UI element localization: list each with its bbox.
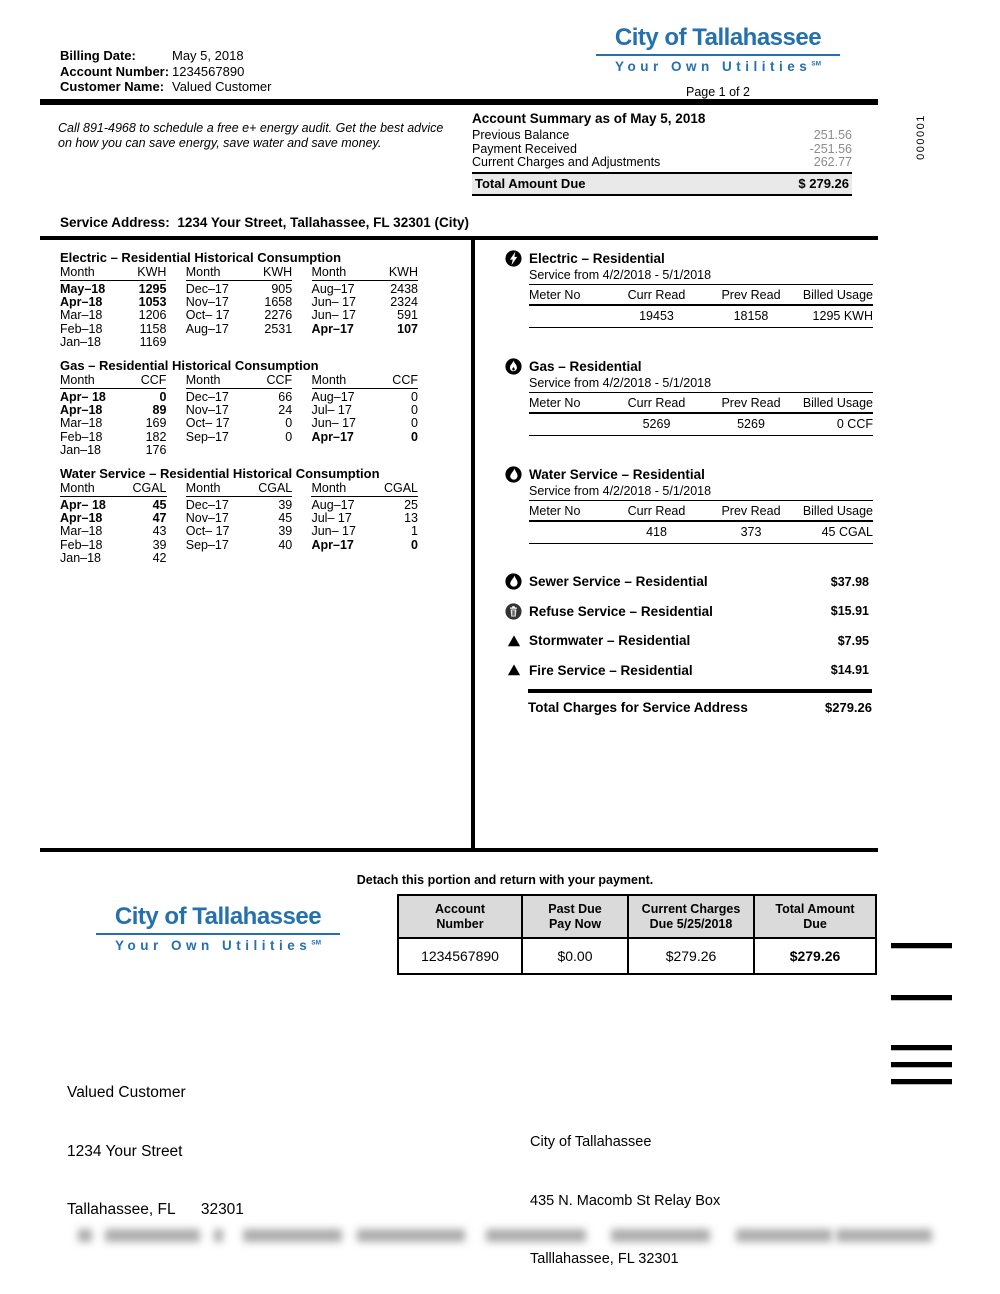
history-value: 24 — [278, 403, 293, 418]
row-gap — [166, 417, 185, 430]
history-month: Nov–17 — [185, 403, 229, 418]
sewer-icon — [505, 573, 522, 590]
sewer-charge-title: Sewer Service – Residential — [529, 574, 708, 589]
remit-address-line: Talllahassee, FL 32301 — [530, 1251, 679, 1267]
history-month: Aug–17 — [311, 498, 355, 512]
electric-service-period: Service from 4/2/2018 - 5/1/2018 — [529, 267, 873, 285]
history-value: 40 — [278, 537, 293, 552]
history-month: Nov–17 — [185, 511, 229, 526]
row-gap — [167, 497, 186, 513]
service-address — [60, 215, 469, 230]
service-address-label: Service Address: — [60, 215, 170, 230]
brand-logo-top — [596, 24, 840, 74]
history-month: Dec–17 — [185, 498, 229, 512]
total-charges-amount: $279.26 — [825, 700, 872, 715]
service-address-value: 1234 Your Street, Tallahassee, FL 32301 (City) — [177, 215, 469, 230]
history-value: 1206 — [138, 308, 167, 323]
history-value: 591 — [397, 308, 418, 323]
history-month: Apr– 18 — [60, 390, 106, 404]
payment-received-row — [472, 143, 852, 157]
history-value: 39 — [152, 537, 167, 552]
history-month: Apr–18 — [60, 403, 103, 418]
page-number: Page 1 of 2 — [686, 85, 750, 99]
meter-header: Curr Read — [609, 393, 704, 413]
history-month: Dec–17 — [185, 390, 229, 404]
history-month: Apr– 18 — [60, 498, 106, 512]
row-gap — [292, 336, 311, 349]
meter-header: Curr Read — [609, 501, 704, 521]
history-value — [243, 336, 292, 349]
total-charges-label: Total Charges for Service Address — [528, 700, 748, 715]
energy-audit-promo: Call 891-4968 to schedule a free e+ energy audit. Get the best advice on how you can save energy, save water and save money. — [58, 121, 444, 150]
meter-header: Prev Read — [704, 393, 798, 413]
row-gap — [292, 389, 311, 405]
history-month: Oct– 17 — [185, 416, 230, 431]
coupon-header — [754, 895, 876, 938]
scan-mark — [891, 995, 952, 1000]
row-gap — [166, 404, 185, 417]
stormwater-icon — [507, 634, 521, 648]
scan-mark — [891, 943, 952, 948]
account-number-value: 1234567890 — [172, 63, 245, 79]
row-gap — [166, 296, 185, 309]
row-gap — [292, 309, 311, 322]
coupon-header-line: Due 5/25/2018 — [649, 916, 733, 931]
history-month-header: Month — [186, 374, 243, 389]
row-gap — [166, 309, 185, 322]
header-gap — [292, 374, 311, 389]
history-month — [311, 552, 368, 565]
electric-service-section — [505, 250, 873, 328]
meter-value — [529, 413, 609, 436]
history-value — [369, 336, 418, 349]
row-gap — [292, 552, 311, 565]
history-month-header: Month — [312, 266, 369, 281]
history-value: 176 — [145, 442, 167, 457]
total-amount-due-value: $ 279.26 — [798, 175, 849, 191]
history-value: 0 — [411, 429, 418, 444]
history-month-header: Month — [311, 482, 368, 497]
coupon-header-line: Current Charges — [641, 902, 741, 916]
bill-meta — [60, 48, 271, 95]
header-gap — [167, 482, 186, 497]
meter-value: 5269 — [609, 413, 704, 436]
row-gap — [167, 552, 186, 565]
history-month: Jan–18 — [60, 334, 102, 349]
history-value: 169 — [145, 416, 167, 431]
flat-charges — [505, 573, 869, 691]
brand-tagline-text: Your Own Utilities — [614, 59, 812, 74]
history-month-header: Month — [186, 482, 243, 497]
history-month: Jan–18 — [60, 550, 102, 565]
scan-line-blur — [0, 1227, 1000, 1245]
history-month: Jun– 17 — [311, 295, 356, 310]
history-value: 45 — [278, 511, 293, 526]
header-gap — [292, 266, 311, 281]
meter-header: Prev Read — [704, 501, 798, 521]
mailing-address-line: 1234 Your Street — [67, 1142, 183, 1160]
history-value — [243, 444, 292, 457]
history-value: 0 — [411, 403, 418, 418]
meter-value: 1295 KWH — [798, 305, 873, 328]
row-gap — [292, 539, 311, 552]
meter-value: 0 CCF — [798, 413, 873, 436]
row-gap — [292, 512, 311, 525]
row-gap — [292, 431, 311, 444]
previous-balance-value: 251.56 — [813, 128, 852, 142]
history-value: 45 — [152, 498, 167, 512]
history-month: Aug–17 — [311, 390, 355, 404]
coupon-header — [522, 895, 628, 938]
history-value — [369, 552, 418, 565]
history-value: 0 — [285, 429, 293, 444]
history-month-header: Month — [312, 374, 369, 389]
history-value: 1053 — [138, 295, 167, 310]
fire-charge-row — [505, 662, 869, 679]
history-value: 1158 — [139, 321, 167, 336]
water-icon — [505, 466, 522, 483]
history-value: 66 — [278, 390, 293, 404]
history-value — [369, 444, 418, 457]
brand-logo-bottom — [96, 903, 340, 953]
history-month: Aug–17 — [185, 321, 229, 336]
history-unit-header: CGAL — [369, 482, 418, 497]
history-month: May–18 — [60, 282, 106, 296]
electric-history-table — [60, 250, 420, 349]
electric-meter-table — [529, 285, 873, 328]
sewer-charge-row — [505, 573, 869, 590]
brand-name: City of Tallahassee — [596, 24, 840, 56]
brand-name: City of Tallahassee — [96, 903, 340, 935]
meter-value — [529, 305, 609, 328]
row-gap — [166, 281, 185, 297]
history-month: Sep–17 — [185, 429, 229, 444]
header-gap — [166, 266, 185, 281]
row-gap — [166, 336, 185, 349]
account-summary — [472, 111, 852, 196]
water-meter-table — [529, 501, 873, 544]
meter-header: Meter No — [529, 285, 609, 305]
coupon-header — [628, 895, 754, 938]
water-history-table — [60, 466, 420, 565]
row-gap — [292, 444, 311, 457]
electric-section-title: Electric – Residential — [529, 251, 665, 266]
remit-address — [530, 1094, 720, 1294]
water-history-title: Water Service – Residential Historical Consumption — [60, 466, 380, 481]
row-gap — [292, 497, 311, 513]
scan-mark — [891, 1079, 952, 1084]
history-month: Oct– 17 — [185, 524, 230, 539]
water-service-period: Service from 4/2/2018 - 5/1/2018 — [529, 483, 873, 501]
row-gap — [292, 281, 311, 297]
gas-history-grid — [60, 374, 418, 457]
account-number-row — [60, 64, 271, 80]
history-value: 0 — [411, 390, 418, 404]
fire-charge-title: Fire Service – Residential — [529, 662, 693, 678]
meter-header: Billed Usage — [798, 285, 873, 305]
history-month: Apr–17 — [311, 537, 354, 552]
refuse-charge-title: Refuse Service – Residential — [529, 603, 713, 619]
history-month — [186, 336, 243, 349]
billing-date-label: Billing Date: — [60, 48, 136, 63]
meter-value: 18158 — [704, 305, 798, 328]
row-gap — [167, 512, 186, 525]
history-value: 2324 — [390, 295, 418, 310]
detach-instruction: Detach this portion and return with your payment. — [356, 873, 654, 887]
refuse-charge-amount: $15.91 — [830, 604, 869, 618]
stormwater-charge-title: Stormwater – Residential — [529, 633, 691, 648]
history-month: Jul– 17 — [311, 403, 352, 418]
history-month: Feb–18 — [60, 429, 103, 444]
scan-mark — [891, 1045, 952, 1050]
history-value: 1295 — [138, 282, 167, 296]
gas-section-title: Gas – Residential — [529, 359, 642, 374]
history-unit-header: KWH — [117, 266, 166, 281]
row-gap — [167, 539, 186, 552]
history-month: Mar–18 — [60, 524, 103, 539]
history-month — [186, 444, 243, 457]
row-gap — [166, 431, 185, 444]
history-month: Jun– 17 — [311, 416, 356, 431]
history-value — [243, 552, 292, 565]
brand-tagline-text: Your Own Utilities — [114, 938, 312, 953]
history-month: Apr–17 — [311, 429, 354, 444]
row-gap — [166, 323, 185, 336]
header-gap — [166, 374, 185, 389]
history-month: Mar–18 — [60, 308, 103, 323]
coupon-value: 1234567890 — [398, 938, 522, 974]
history-value: 0 — [285, 416, 293, 431]
history-unit-header: CCF — [369, 374, 418, 389]
stormwater-charge-amount: $7.95 — [837, 633, 869, 648]
gas-meter-table — [529, 393, 873, 436]
billing-date-row — [60, 48, 271, 64]
history-unit-header: CCF — [243, 374, 292, 389]
mailing-address-line: Valued Customer — [67, 1084, 186, 1101]
gas-service-period: Service from 4/2/2018 - 5/1/2018 — [529, 375, 873, 393]
history-value: 2438 — [390, 282, 418, 296]
previous-balance-label: Previous Balance — [472, 128, 570, 142]
history-value: 1169 — [139, 334, 167, 349]
history-month — [312, 336, 369, 349]
coupon-header-line: Due — [803, 916, 827, 931]
remit-address-line: City of Tallahassee — [530, 1134, 652, 1150]
total-amount-due-label: Total Amount Due — [475, 175, 586, 191]
history-value: 47 — [152, 511, 167, 526]
customer-name-label: Customer Name: — [60, 79, 165, 94]
mailing-address-line: Tallahassee, FL 32301 — [67, 1201, 244, 1218]
current-charges-row — [472, 156, 852, 170]
gas-history-title: Gas – Residential Historical Consumption — [60, 358, 319, 373]
history-month-header: Month — [60, 266, 117, 281]
row-gap — [166, 444, 185, 457]
header-rule — [40, 99, 878, 105]
history-month: Apr–18 — [60, 295, 103, 310]
history-month — [186, 552, 243, 565]
meter-value: 418 — [609, 521, 704, 544]
row-gap — [292, 296, 311, 309]
history-month: Dec–17 — [185, 282, 229, 296]
account-number-label: Account Number: — [60, 63, 170, 79]
brand-tagline — [596, 59, 840, 74]
row-gap — [292, 525, 311, 538]
history-value: 39 — [278, 498, 293, 512]
total-amount-due-row — [472, 172, 852, 196]
stormwater-charge-row — [505, 632, 869, 649]
history-value: 89 — [152, 403, 167, 418]
meter-header: Curr Read — [609, 285, 704, 305]
coupon-header-line: Past Due — [548, 902, 602, 916]
total-charges-row — [528, 700, 872, 715]
history-month: Jun– 17 — [311, 308, 356, 323]
history-value: 42 — [152, 550, 167, 565]
history-value: 182 — [145, 429, 167, 444]
print-sequence-code: 000001 — [915, 114, 927, 160]
history-value: 13 — [404, 511, 418, 526]
history-unit-header: KWH — [369, 266, 418, 281]
water-history-grid — [60, 482, 418, 565]
coupon-header-line: Pay Now — [548, 916, 602, 931]
coupon-header-line: Account — [435, 902, 485, 916]
history-unit-header: KWH — [243, 266, 292, 281]
history-value: 0 — [159, 390, 167, 404]
history-month: Oct– 17 — [185, 308, 230, 323]
electric-icon — [505, 250, 522, 267]
payment-coupon-table — [397, 894, 877, 975]
history-month: Jul– 17 — [311, 511, 352, 526]
meter-header: Meter No — [529, 393, 609, 413]
history-value: 2531 — [264, 321, 293, 336]
history-month: Apr–18 — [60, 511, 103, 526]
refuse-charge-row — [505, 603, 869, 620]
history-month: Jun– 17 — [311, 524, 356, 539]
payment-received-value: -251.56 — [809, 141, 852, 156]
history-month: Apr–17 — [311, 321, 354, 336]
meter-header: Prev Read — [704, 285, 798, 305]
billing-date-value: May 5, 2018 — [172, 48, 244, 63]
remit-address-line: 435 N. Macomb St Relay Box — [530, 1192, 721, 1209]
previous-balance-row — [472, 129, 852, 143]
history-month: Feb–18 — [60, 321, 103, 336]
history-value: 25 — [404, 498, 418, 512]
history-month-header: Month — [186, 266, 243, 281]
row-gap — [292, 404, 311, 417]
history-month-header: Month — [60, 482, 117, 497]
history-value: 107 — [397, 321, 418, 336]
history-value: 0 — [411, 537, 418, 552]
current-charges-value: 262.77 — [813, 155, 852, 169]
customer-name-value: Valued Customer — [172, 79, 272, 94]
customer-name-row — [60, 79, 271, 95]
history-value: 0 — [411, 416, 418, 431]
meter-header: Billed Usage — [798, 393, 873, 413]
history-month: Jan–18 — [60, 442, 102, 457]
history-value: 1658 — [264, 295, 293, 310]
row-gap — [292, 323, 311, 336]
meter-value: 19453 — [609, 305, 704, 328]
history-month: Mar–18 — [60, 416, 103, 431]
meter-value — [529, 521, 609, 544]
service-address-rule — [40, 236, 878, 240]
coupon-header-line: Number — [436, 916, 484, 931]
water-service-section — [505, 466, 873, 544]
meter-value: 45 CGAL — [798, 521, 873, 544]
total-charges-rule — [528, 689, 872, 693]
brand-tagline — [96, 938, 340, 953]
scan-mark — [891, 1062, 952, 1067]
history-value: 905 — [271, 282, 293, 296]
coupon-header — [398, 895, 522, 938]
history-month-header: Month — [60, 374, 117, 389]
history-month — [312, 444, 369, 457]
brand-servicemark: SM — [311, 939, 321, 947]
history-month: Aug–17 — [311, 282, 355, 296]
header-gap — [292, 482, 311, 497]
row-gap — [167, 525, 186, 538]
history-unit-header: CGAL — [117, 482, 166, 497]
meter-header: Billed Usage — [798, 501, 873, 521]
electric-history-title: Electric – Residential Historical Consumption — [60, 250, 342, 265]
history-value: 2276 — [264, 308, 293, 323]
gas-service-section — [505, 358, 873, 436]
history-month: Sep–17 — [185, 537, 229, 552]
meter-header: Meter No — [529, 501, 609, 521]
meter-value: 5269 — [704, 413, 798, 436]
history-month: Nov–17 — [185, 295, 229, 310]
gas-icon — [505, 358, 522, 375]
coupon-header-line: Total Amount — [775, 902, 855, 916]
sewer-charge-amount: $37.98 — [830, 574, 869, 589]
history-value: 39 — [278, 524, 293, 539]
history-unit-header: CGAL — [243, 482, 292, 497]
electric-history-grid — [60, 266, 418, 349]
fire-charge-amount: $14.91 — [830, 663, 869, 677]
history-month: Feb–18 — [60, 537, 103, 552]
fire-icon — [507, 663, 521, 677]
column-divider — [471, 240, 475, 852]
account-summary-title: Account Summary as of May 5, 2018 — [472, 111, 706, 126]
current-charges-label: Current Charges and Adjustments — [472, 155, 661, 169]
gas-history-table — [60, 358, 420, 457]
history-unit-header: CCF — [117, 374, 166, 389]
payment-received-label: Payment Received — [472, 141, 577, 156]
refuse-icon — [505, 603, 522, 620]
history-value: 1 — [411, 524, 418, 539]
coupon-value: $0.00 — [522, 938, 628, 974]
row-gap — [292, 417, 311, 430]
coupon-value: $279.26 — [754, 938, 876, 974]
row-gap — [166, 389, 185, 405]
brand-servicemark: SM — [811, 60, 821, 68]
meter-value: 373 — [704, 521, 798, 544]
coupon-value: $279.26 — [628, 938, 754, 974]
water-section-title: Water Service – Residential — [529, 467, 705, 482]
history-value: 43 — [152, 524, 167, 539]
body-bottom-rule — [40, 848, 878, 852]
